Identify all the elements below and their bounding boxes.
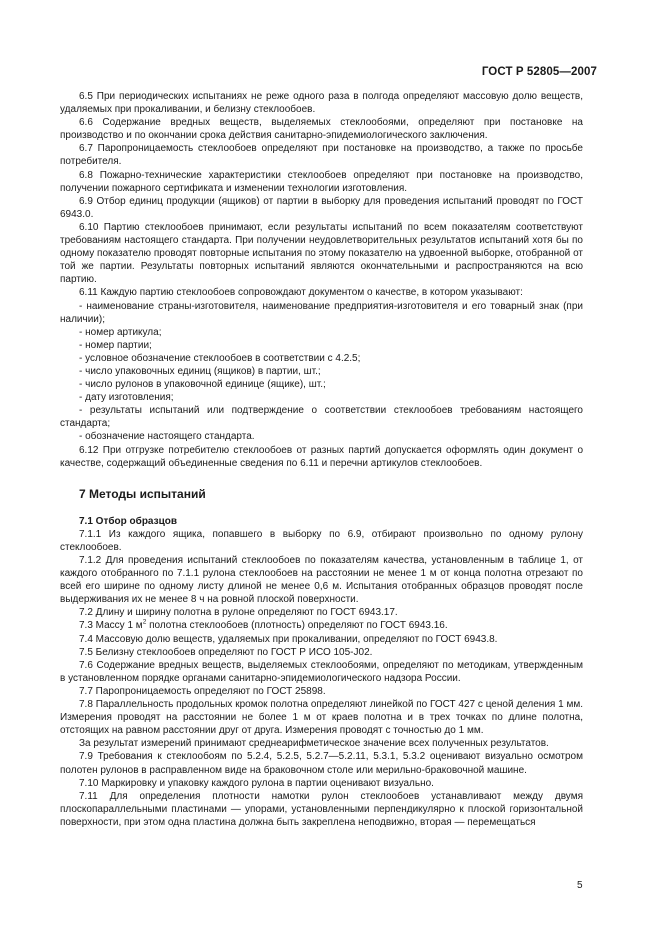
list-item: - обозначение настоящего стандарта. (79, 431, 255, 443)
paragraph-7-5: 7.5 Белизну стеклообоев определяют по ГОСТ Р ИСО 105-J02. (79, 646, 373, 658)
paragraph-6-6: 6.6 Содержание вредных веществ, выделяемых стеклообоями, определяют при постановке на производство и по окончании срока действия санитарно-эпидемиологического заключения. (60, 117, 583, 142)
section-7-title: 7 Методы испытаний (79, 486, 206, 501)
paragraph-6-8: 6.8 Пожарно-технические характеристики стеклообоев определяют при постановке на производство, получении пожарного сертификата и изменении технологии изготовления. (60, 169, 583, 194)
paragraph-6-10: 6.10 Партию стеклообоев принимают, если результаты испытаний по всем показателям соответствуют требованиям настоящего стандарта. При получении неудовлетворительных результатов испытаний хотя бы по одному показателю проводят повторные испытания по этому показателю на удвоенной выборке, отобранной от той же партии. Результаты повторных испытаний являются окончательными и распространяются на всю партию. (60, 221, 583, 286)
list-item: - номер артикула; (79, 326, 162, 338)
paragraph-6-7: 6.7 Паропроницаемость стеклообоев определяют при постановке на производство, а также по просьбе потребителя. (60, 143, 583, 168)
list-item: - результаты испытаний или подтверждение о соответствии стеклообоев требованиям настоящего стандарта; (60, 405, 583, 430)
list-item: - номер партии; (79, 339, 152, 351)
paragraph-7-1-2: 7.1.2 Для проведения испытаний стеклообоев по показателям качества, установленным в таблице 1, от каждого отобранного по 7.1.1 рулона стеклообоев на расстоянии не менее 1 м от конца полотна отрезают по всей его ширине по одному листу длиной не менее 0,6 м. Испытания отобранных образцов проводят после выдерживания их не менее 8 ч на ровной плоской поверхности. (60, 555, 583, 606)
superscript-2: 2 (142, 619, 147, 627)
paragraph-7-8: 7.8 Параллельность продольных кромок полотна определяют линейкой по ГОСТ 427 с ценой деления 1 мм. Измерения проводят на расстоянии не более 1 м от краев полотна и в трех точках по длине полотна, отстоящих на равном расстоянии друг от друга. Измерения проводят с точностью до 1 мм. (60, 699, 583, 737)
list-item: - число упаковочных единиц (ящиков) в партии, шт.; (79, 365, 321, 377)
paragraph-7-7: 7.7 Паропроницаемость определяют по ГОСТ 25898. (79, 685, 326, 697)
paragraph-7-8-result: За результат измерений принимают среднеарифметическое значение всех полученных результатов. (79, 738, 549, 750)
subsection-7-1-title: 7.1 Отбор образцов (79, 515, 177, 527)
paragraph-7-6: 7.6 Содержание вредных веществ, выделяемых стеклообоями, определяют по методикам, утвержденным в установленном порядке органами санитарно-эпидемиологического надзора России. (60, 659, 583, 684)
page-number: 5 (577, 880, 583, 891)
paragraph-7-3-after: полотна стеклообоев (плотность) определяют по ГОСТ 6943.16. (146, 620, 448, 632)
paragraph-6-9: 6.9 Отбор единиц продукции (ящиков) от партии в выборку для проведения испытаний проводят по ГОСТ 6943.0. (60, 195, 583, 220)
paragraph-6-12: 6.12 При отгрузке потребителю стеклообоев от разных партий допускается оформлять один документ о качестве, содержащий объединенные сведения по 6.11 и перечни артикулов стеклообоев. (60, 444, 583, 469)
paragraph-7-4: 7.4 Массовую долю веществ, удаляемых при прокаливании, определяют по ГОСТ 6943.8. (79, 633, 498, 645)
paragraph-7-10: 7.10 Маркировку и упаковку каждого рулона в партии оценивают визуально. (79, 777, 434, 789)
paragraph-7-2: 7.2 Длину и ширину полотна в рулоне определяют по ГОСТ 6943.17. (79, 607, 398, 619)
list-item: - условное обозначение стеклообоев в соответствии с 4.2.5; (79, 352, 361, 364)
paragraph-7-1-1: 7.1.1 Из каждого ящика, попавшего в выборку по 6.9, отбирают произвольно по одному рулону стеклообоев. (60, 528, 583, 553)
paragraph-7-3-before: 7.3 Массу 1 м (79, 620, 143, 632)
list-item: - дату изготовления; (79, 392, 174, 404)
paragraph-6-5: 6.5 При периодических испытаниях не реже одного раза в полгода определяют массовую долю веществ, удаляемых при прокаливании, и белизну стеклообоев. (60, 91, 583, 116)
list-item: - число рулонов в упаковочной единице (ящике), шт.; (79, 379, 326, 391)
paragraph-7-11: 7.11 Для определения плотности намотки рулон стеклообоев устанавливают между двумя плоскопараллельными пластинами — упорами, установленными перпендикулярно к плоской горизонтальной поверхности, при этом одна пластина должна быть закреплена неподвижно, вторая — перемещаться (60, 790, 583, 828)
paragraph-7-3 (60, 619, 583, 632)
paragraph-6-11: 6.11 Каждую партию стеклообоев сопровождают документом о качестве, в котором указывают: (79, 287, 523, 299)
document-body (60, 90, 583, 829)
list-item: - наименование страны-изготовителя, наименование предприятия-изготовителя и его товарный знак (при наличии); (60, 300, 583, 325)
paragraph-7-9: 7.9 Требования к стеклообоям по 5.2.4, 5.2.5, 5.2.7—5.2.11, 5.3.1, 5.3.2 оценивают визуально осмотром полотен рулонов в расправленном виде на браковочном столе или мерильно-браковочной машине. (60, 751, 583, 776)
standard-header: ГОСТ Р 52805—2007 (481, 66, 597, 78)
